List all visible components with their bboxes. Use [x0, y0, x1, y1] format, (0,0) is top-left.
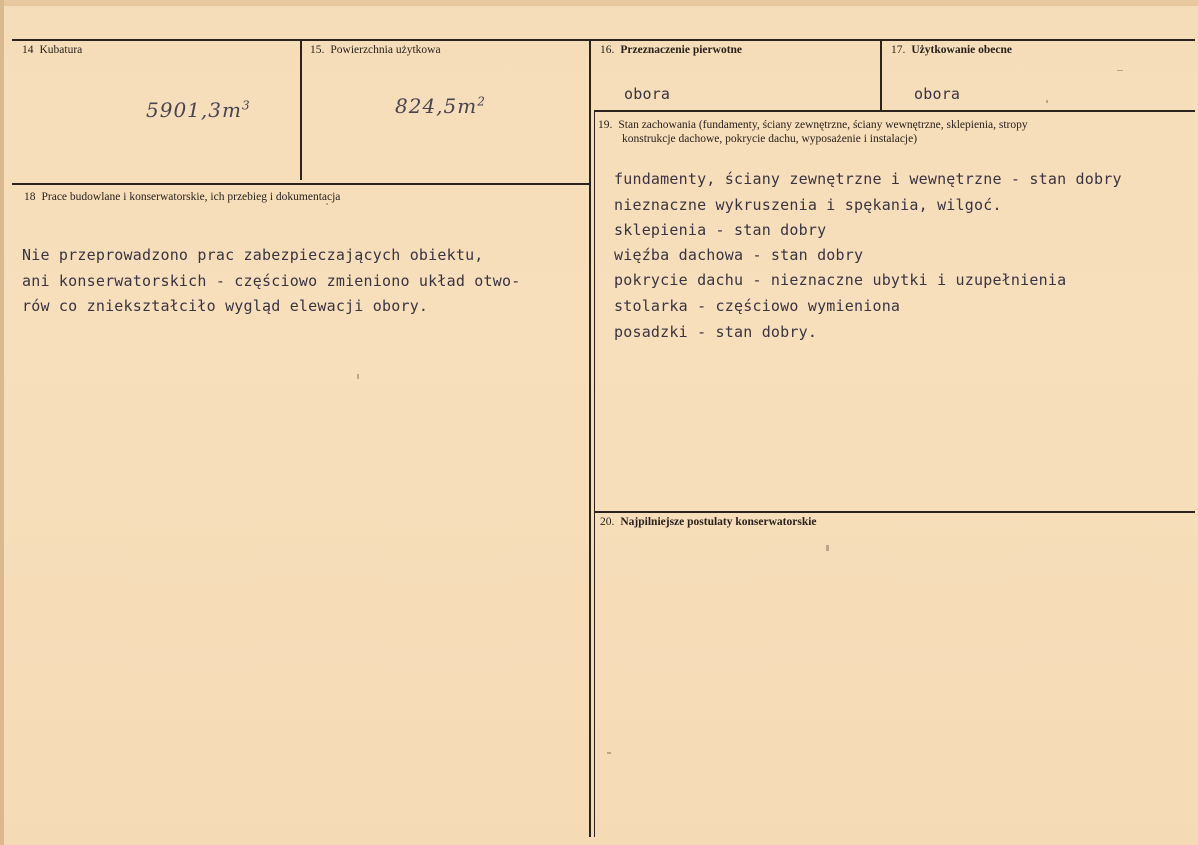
rule-v-main: [589, 40, 591, 837]
paper-speck: [326, 203, 328, 205]
field-18-label: [24, 190, 340, 204]
field-18-line: rów co zniekształciło wygląd elewacji obory.: [22, 297, 429, 315]
rule-h-19-20: [594, 511, 1195, 513]
rule-v-right-inner: [594, 110, 595, 837]
field-14-label: [22, 43, 82, 57]
card-left-edge: [0, 0, 4, 845]
paper-speck: [1117, 70, 1123, 71]
field-19-line: posadzki - stan dobry.: [614, 323, 818, 341]
field-20-label: [600, 515, 817, 529]
field-14-value-text: 5901,3m: [146, 98, 242, 122]
field-14-title: Kubatura: [39, 44, 83, 56]
field-20-title: Najpilniejsze postulaty konserwatorskie: [620, 516, 817, 528]
field-19-line: pokrycie dachu - nieznaczne ubytki i uzupełnienia: [614, 271, 1067, 289]
field-18-number: 18: [24, 191, 36, 203]
paper-speck: [1046, 100, 1048, 103]
field-15-unit-sup: 2: [477, 94, 486, 109]
field-16-number: 16.: [600, 44, 615, 56]
field-19-label-line2: konstrukcje dachowe, pokrycie dachu, wyposażenie i instalacje): [622, 133, 918, 145]
field-18-title: Prace budowlane i konserwatorskie, ich przebieg i dokumentacja: [41, 191, 341, 203]
field-17-label: [891, 43, 1012, 57]
paper-speck: [607, 752, 611, 754]
field-19-line: sklepienia - stan dobry: [614, 221, 827, 239]
field-20-number: 20.: [600, 516, 615, 528]
field-16-value: obora: [624, 85, 671, 103]
field-17-title: Użytkowanie obecne: [911, 44, 1012, 56]
field-15-value: [395, 94, 486, 118]
field-16-title: Przeznaczenie pierwotne: [620, 44, 743, 56]
field-19-number: 19.: [598, 119, 613, 131]
field-16-label: [600, 43, 742, 57]
rule-h-14-15-bottom: [12, 183, 589, 185]
field-15-number: 15.: [310, 44, 325, 56]
field-19-line: więźba dachowa - stan dobry: [614, 246, 864, 264]
rule-h-16-17-bottom: [594, 110, 1195, 112]
field-14-value: [146, 98, 251, 122]
field-17-number: 17.: [891, 44, 906, 56]
field-15-label: [310, 43, 441, 57]
rule-top: [12, 39, 1195, 41]
field-19-line: stolarka - częściowo wymieniona: [614, 297, 901, 315]
field-14-number: 14: [22, 44, 34, 56]
card-top-edge: [0, 0, 1198, 6]
rule-v-14-15: [300, 40, 302, 180]
paper-speck: [826, 545, 829, 551]
field-19-label-line1: [598, 118, 1028, 132]
field-17-value: obora: [914, 85, 961, 103]
field-19-title-1: Stan zachowania (fundamenty, ściany zewnętrzne, ściany wewnętrzne, sklepienia, stropy: [618, 119, 1028, 131]
rule-v-16-17: [880, 40, 882, 110]
field-14-unit-sup: 3: [241, 98, 251, 113]
field-15-title: Powierzchnia użytkowa: [330, 44, 441, 56]
field-18-line: ani konserwatorskich - częściowo zmieniono układ otwo-: [22, 272, 521, 290]
field-18-line: Nie przeprowadzono prac zabezpieczających obiektu,: [22, 246, 484, 264]
field-19-line: nieznaczne wykruszenia i spękania, wilgoć.: [614, 196, 1002, 214]
field-15-value-text: 824,5m: [395, 94, 478, 118]
paper-speck: [357, 374, 359, 379]
field-19-line: fundamenty, ściany zewnętrzne i wewnętrzne - stan dobry: [614, 170, 1122, 188]
